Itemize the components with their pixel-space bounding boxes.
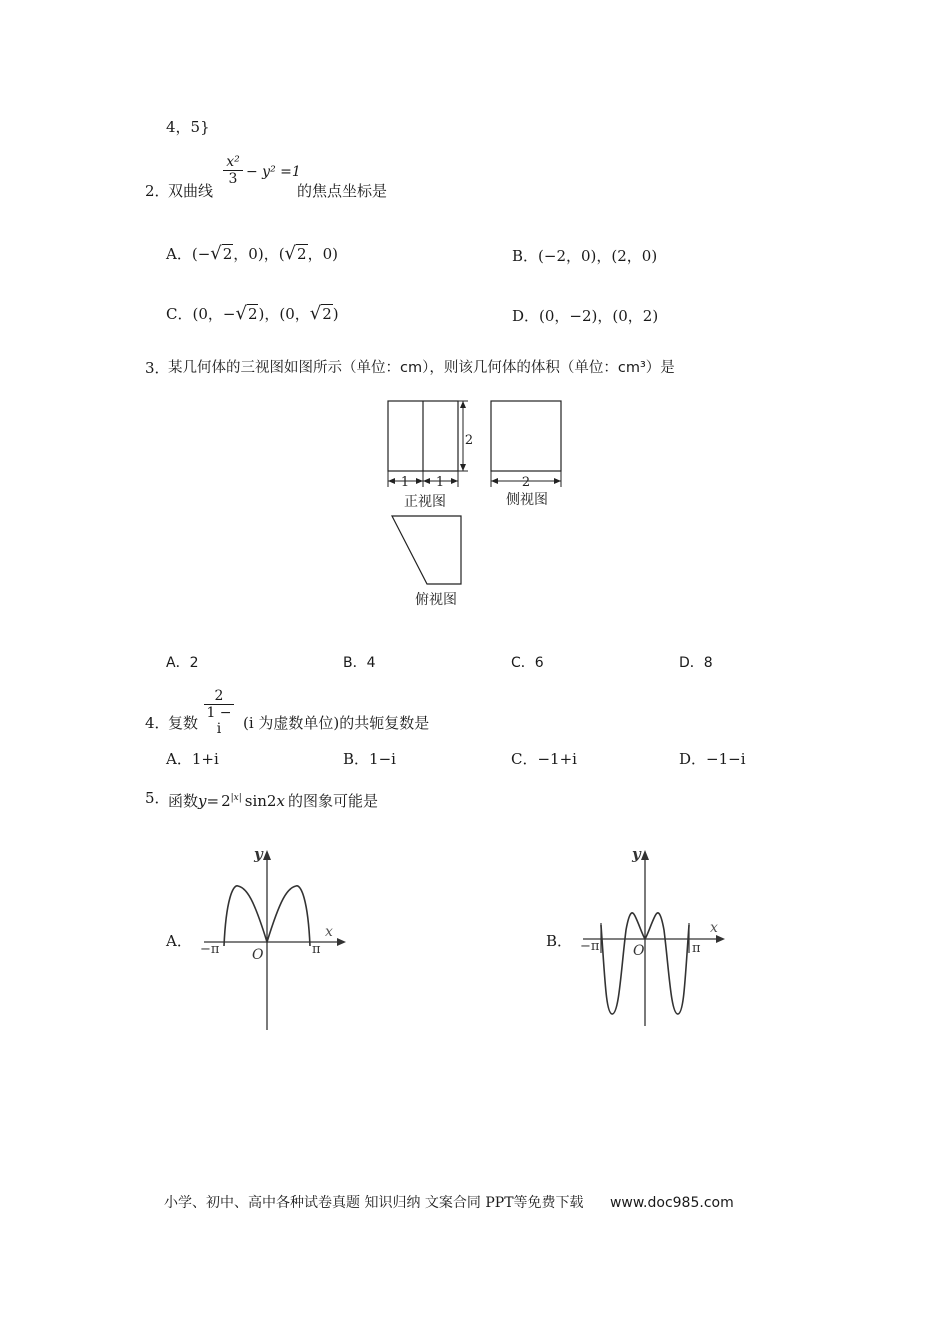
radical-sign: √ — [309, 303, 322, 324]
question-number: 3． — [145, 359, 170, 377]
dim-side-label: 2 — [521, 475, 531, 490]
fraction-denominator: 3 — [228, 171, 238, 187]
option-label: C． — [511, 655, 535, 671]
option-text: 2 — [189, 655, 199, 671]
option-text: −1−i — [706, 750, 746, 768]
sin-term: sin2 — [244, 792, 277, 810]
sqrt-expression — [210, 245, 233, 263]
option-d[interactable] — [679, 750, 746, 768]
footer-url[interactable]: www.doc985.com — [609, 1195, 734, 1211]
x-axis-label: x — [325, 924, 333, 940]
option-label: D． — [512, 307, 540, 325]
previous-answer-fragment: 4，5} — [166, 118, 210, 136]
option-d[interactable] — [679, 654, 713, 672]
y-axis-label: y — [254, 845, 263, 863]
option-label: A． — [166, 245, 192, 263]
var-x: x — [276, 792, 285, 810]
radical-sign: √ — [235, 303, 247, 324]
option-text: −1+i — [537, 750, 577, 768]
option-c[interactable] — [166, 305, 339, 323]
front-view-label: 正视图 — [404, 494, 446, 510]
option-text-part: ，0)，( — [233, 245, 285, 263]
option-text-part: ，0) — [307, 245, 338, 263]
option-c[interactable] — [511, 750, 577, 768]
top-view — [392, 516, 461, 584]
y-axis-label: y — [632, 845, 641, 863]
fraction — [223, 154, 243, 187]
option-b-label[interactable]: B． — [546, 932, 573, 950]
option-label: A． — [166, 750, 192, 768]
radicand: 2 — [222, 245, 233, 263]
option-text-part: (− — [191, 245, 211, 263]
option-text-part: (0，− — [192, 305, 236, 323]
radical-sign: √ — [284, 243, 297, 264]
power-base: 2 — [221, 792, 231, 810]
sqrt-expression — [235, 305, 258, 323]
footer — [164, 1192, 734, 1212]
option-label: D． — [679, 655, 704, 671]
graph-a[interactable] — [196, 840, 356, 1035]
radicand: 2 — [247, 305, 258, 323]
power-exponent: |x| — [230, 793, 242, 803]
option-text-part: )，(0， — [258, 305, 310, 323]
top-view-label: 俯视图 — [415, 592, 457, 608]
option-a[interactable] — [166, 245, 338, 263]
option-a-label[interactable]: A． — [166, 932, 192, 950]
fraction-denominator: 1 − i — [206, 705, 232, 737]
question-prefix: 复数 — [168, 714, 199, 732]
question-suffix: 的图象可能是 — [287, 792, 378, 810]
neg-pi-label: −π — [580, 939, 600, 954]
radicand: 2 — [322, 305, 332, 323]
dim-height-label: 2 — [464, 433, 474, 448]
option-text: 4 — [366, 655, 376, 671]
question-suffix: (i 为虚数单位)的共轭复数是 — [243, 714, 430, 732]
dim-width-label-2: 1 — [435, 475, 445, 490]
option-b[interactable] — [343, 750, 396, 768]
pi-label: π — [692, 941, 701, 956]
option-label: A． — [166, 655, 190, 671]
question-suffix: 的焦点坐标是 — [297, 182, 388, 200]
option-label: C． — [511, 750, 538, 768]
question-prefix: 双曲线 — [168, 182, 214, 200]
option-text: 8 — [703, 655, 713, 671]
x-axis-label: x — [710, 920, 718, 936]
option-text-part: ) — [332, 305, 339, 323]
fraction — [204, 688, 234, 737]
question-prefix: 函数 — [168, 792, 199, 810]
three-view-figure — [380, 392, 580, 612]
x-axis-arrow — [716, 935, 725, 943]
origin-label: O — [252, 947, 264, 963]
option-a[interactable] — [166, 654, 199, 672]
option-b[interactable] — [512, 247, 657, 265]
question-stem — [168, 789, 378, 810]
sqrt-expression — [285, 245, 308, 263]
radical-sign: √ — [210, 243, 222, 264]
option-label: B． — [512, 247, 539, 265]
x-axis-arrow — [337, 938, 346, 946]
option-text: (0，−2)，(0，2) — [539, 307, 659, 325]
y-axis-arrow — [641, 850, 649, 860]
fraction-numerator: 2 — [214, 688, 224, 704]
footer-text: 小学、初中、高中各种试卷真题 知识归纳 文案合同 PPT等免费下载 — [164, 1195, 584, 1211]
equals-sign: = — [206, 792, 220, 810]
option-a[interactable] — [166, 750, 219, 768]
origin-label: O — [633, 943, 645, 959]
question-text: 某几何体的三视图如图所示（单位：cm），则该几何体的体积（单位：cm³）是 — [168, 360, 675, 376]
var-y: y — [198, 792, 207, 810]
equation-tail: − y² =1 — [246, 164, 301, 180]
option-text: 1+i — [191, 750, 219, 768]
option-c[interactable] — [511, 654, 544, 672]
pi-label: π — [312, 942, 321, 957]
option-label: B． — [343, 750, 370, 768]
fraction-numerator: x² — [226, 154, 240, 170]
option-text: 1−i — [369, 750, 396, 768]
question-number: 2． — [145, 182, 170, 200]
graph-b[interactable] — [575, 840, 735, 1030]
dim-width-label-1: 1 — [400, 475, 410, 490]
option-d[interactable] — [512, 307, 658, 325]
option-label: D． — [679, 750, 707, 768]
option-label: B． — [343, 655, 367, 671]
side-view-label: 侧视图 — [506, 492, 548, 508]
radicand: 2 — [297, 245, 307, 263]
y-axis-arrow — [263, 850, 271, 860]
option-label: C． — [166, 305, 193, 323]
question-number: 5． — [145, 789, 170, 807]
option-text: (−2，0)，(2，0) — [538, 247, 658, 265]
question-number: 4． — [145, 714, 170, 732]
neg-pi-label: −π — [200, 942, 220, 957]
sqrt-expression — [310, 305, 333, 323]
option-b[interactable] — [343, 654, 376, 672]
option-text: 6 — [534, 655, 544, 671]
